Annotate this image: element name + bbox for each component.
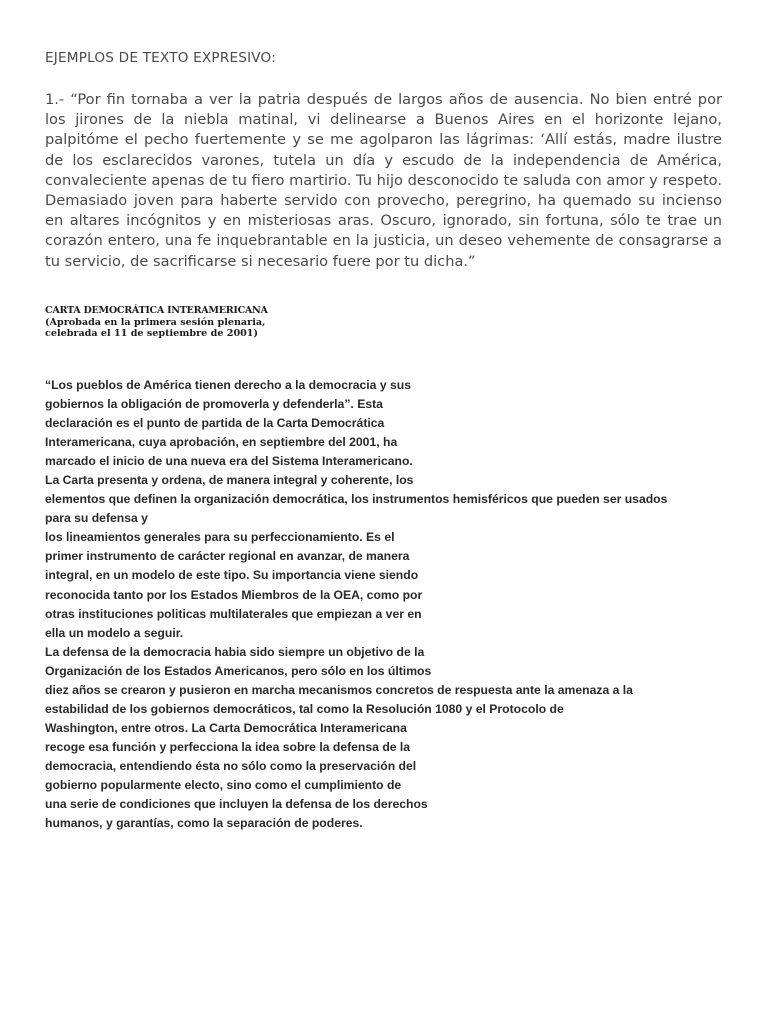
charter-body bbox=[45, 376, 667, 833]
charter-text-line: primer instrumento de carácter regional en avanzar, de manera bbox=[45, 549, 410, 564]
charter-text-line: “Los pueblos de América tienen derecho a la democracia y sus bbox=[45, 378, 411, 392]
charter-subtitle-line: (Aprobada en la primera sesión plenaria, bbox=[45, 316, 266, 328]
charter-text-line: gobierno popularmente electo, sino como el cumplimiento de bbox=[45, 777, 402, 792]
page-heading: EJEMPLOS DE TEXTO EXPRESIVO: bbox=[45, 50, 276, 66]
charter-text-line: La Carta presenta y ordena, de manera integral y coherente, los bbox=[45, 473, 414, 488]
charter-text-line: otras instituciones politicas multilaterales que empiezan a ver en bbox=[45, 606, 422, 621]
charter-text-line: La defensa de la democracia habia sido siempre un objetivo de la bbox=[45, 644, 425, 659]
charter-text-line: reconocida tanto por los Estados Miembros de la OEA, como por bbox=[45, 587, 423, 602]
charter-text-line: una serie de condiciones que incluyen la defensa de los derechos bbox=[45, 797, 428, 812]
charter-text-line: declaración es el punto de partida de la Carta Democrática bbox=[45, 416, 385, 431]
charter-text-line: los lineamientos generales para su perfeccionamiento. Es el bbox=[45, 530, 395, 545]
charter-text-line: Organización de los Estados Americanos, pero sólo en los últimos bbox=[45, 663, 432, 678]
charter-subtitle-line: celebrada el 11 de septiembre de 2001) bbox=[45, 328, 259, 339]
charter-text-line: estabilidad de los gobiernos democráticos, tal como la Resolución 1080 y el Protocolo de bbox=[45, 701, 564, 716]
charter-text-line: humanos, y garantías, como la separación de poderes. bbox=[45, 816, 363, 831]
charter-title: CARTA DEMOCRÁTICA INTERAMERICANA bbox=[45, 305, 268, 316]
charter-text-line: Interamericana, cuya aprobación, en septiembre del 2001, ha bbox=[45, 435, 398, 450]
expressive-text-example: 1.- “Por fin tornaba a ver la patria después de largos años de ausencia. No bien entré por los jirones de la niebla matinal, vi delinearse a Buenos Aires en el horizonte lejano, palpitóme el pecho fuertemente y se me agolparon las lágrimas: ‘Allí estás, madre ilustre de los esclarecidos varones, tutela un día y escudo de la independencia de América, convaleciente apenas de tu fiero martirio. Tu hijo desconocido te saluda con amor y respeto. Demasiado joven para haberte servido con provecho, peregrino, ha quemado su incienso en altares incógnitos y en misteriosas aras. Oscuro, ignorado, sin fortuna, sólo te trae un corazón entero, una fe inquebrantable en la justicia, un deseo vehemente de consagrarse a tu servicio, de sacrificarse si necesario fuere por tu dicha.” bbox=[45, 91, 722, 270]
charter-text-line: recoge esa función y perfecciona la idea sobre la defensa de la bbox=[45, 739, 411, 754]
charter-text-line: diez años se crearon y pusieron en marcha mecanismos concretos de respuesta ante la amenaza a la bbox=[45, 682, 633, 697]
charter-text-line: ella un modelo a seguir. bbox=[45, 625, 184, 640]
charter-text-line: integral, en un modelo de este tipo. Su importancia viene siendo bbox=[45, 568, 419, 583]
charter-text-line: marcado el inicio de una nueva era del Sistema Interamericano. bbox=[45, 454, 413, 469]
charter-text-line: para su defensa y bbox=[45, 511, 148, 526]
charter-header bbox=[45, 305, 268, 340]
charter-text-line: democracia, entendiendo ésta no sólo como la preservación del bbox=[45, 758, 417, 773]
charter-text-line: elementos que definen la organización democrática, los instrumentos hemisféricos que pueden ser usados bbox=[45, 492, 668, 507]
charter-text-line: gobiernos la obligación de promoverla y defenderla”. Esta bbox=[45, 397, 383, 412]
charter-text-line: Washington, entre otros. La Carta Democrática Interamericana bbox=[45, 720, 407, 735]
